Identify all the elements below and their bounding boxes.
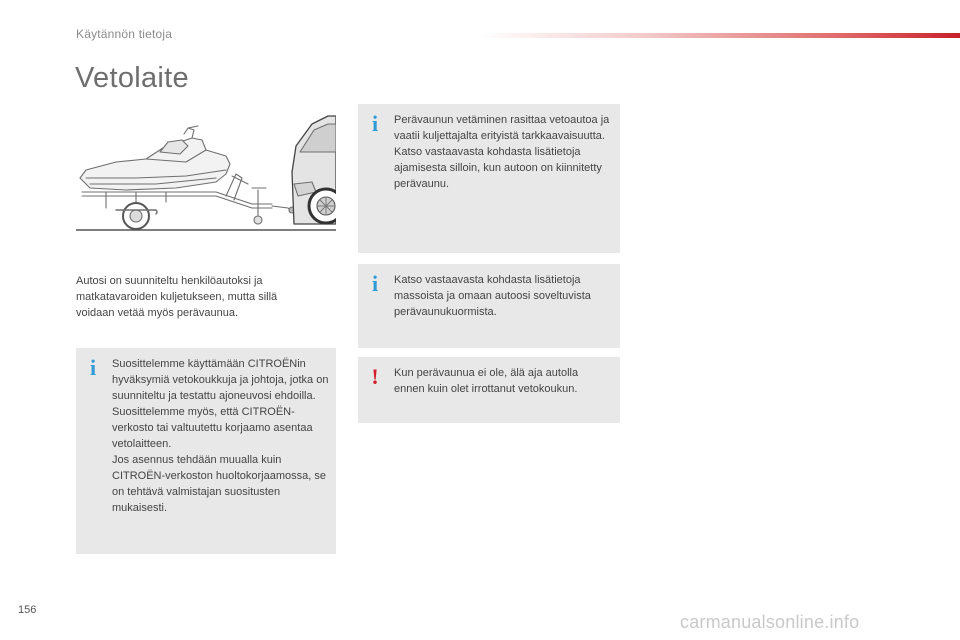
header-rule [480,33,960,38]
recommendation-text-1: Suosittelemme käyttämään CITROËNin hyväksymiä vetokoukkuja ja johtoja, jotka on suunniteltu ja testattu ajoneuvosi ehdoilla. Suosittelemme myös, että CITROËN-verkosto tai valtuutettu korjaamo asentaa vetolaitteen. [112,358,329,450]
intro-paragraph: Autosi on suunniteltu henkilöautoksi ja matkatavaroiden kuljetukseen, mutta sillä voidaan vetää myös perävaunua. [76,275,278,319]
section-label: Käytännön tietoja [76,27,173,41]
info-icon: i [371,111,379,136]
page-number: 156 [18,604,37,616]
info-icon: i [371,271,379,296]
trailer-illustration [76,112,336,236]
watermark: carmanualsonline.info [680,612,860,632]
strain-text-2: Katso vastaavasta kohdasta lisätietoja ajamisesta silloin, kun autoon on kiinnitetty perävaunu. [394,146,602,190]
warning-note [358,357,620,423]
info-icon: i [89,355,97,380]
strain-text-1: Perävaunun vetäminen rasittaa vetoautoa ja vaatii kuljettajalta erityistä tarkkaavaisuutta. [394,114,610,142]
warning-text: Kun perävaunua ei ole, älä aja autolla ennen kuin olet irrottanut vetokoukun. [394,367,579,395]
warning-icon: ! [371,364,379,389]
masses-text: Katso vastaavasta kohdasta lisätietoja massoista ja omaan autoosi soveltuvista perävaunukuormista. [394,274,591,318]
towing-strain-note [358,104,620,253]
page-title: Vetolaite [75,62,189,94]
masses-note [358,264,620,348]
recommendation-note [76,348,336,554]
recommendation-text-2: Jos asennus tehdään muualla kuin CITROËN-verkoston huoltokorjaamossa, se on tehtävä valmistajan suositusten mukaisesti. [112,454,326,514]
